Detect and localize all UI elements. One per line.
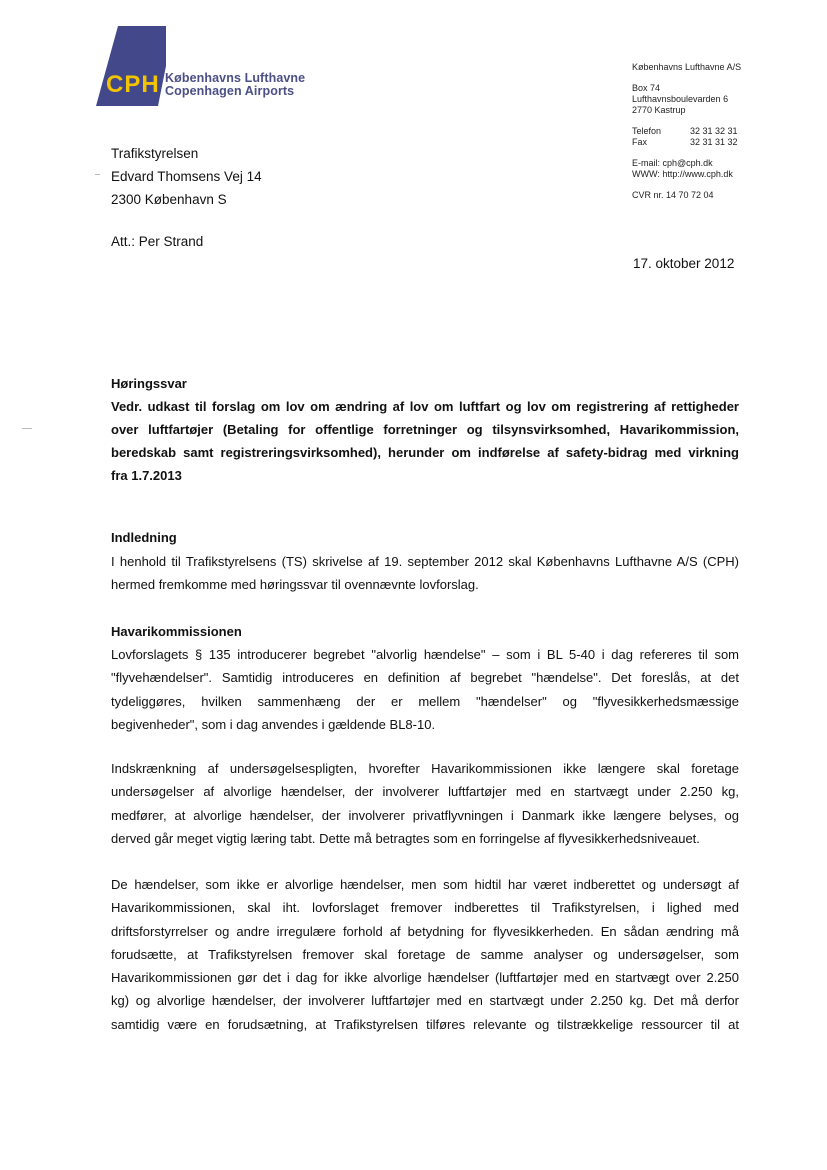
section-heading-intro: Indledning bbox=[111, 530, 177, 545]
sender-email: E-mail: cph@cph.dk bbox=[632, 158, 713, 168]
text-line: samtidig være en forudsætning, at Trafikstyrelsen tilføres relevante og tilstrækkelige ressourcer til at bbox=[111, 1016, 739, 1032]
subject-line: over luftfartøjer (Betaling for offentlige forretninger og tilsynsvirksomhed, Havarikommission, bbox=[111, 422, 739, 437]
sender-address-line: Box 74 bbox=[632, 83, 661, 93]
logo-name-english: Copenhagen Airports bbox=[165, 84, 295, 98]
margin-mark bbox=[95, 174, 100, 175]
text-line: Havarikommissionen, skal iht. lovforslaget fremover indberettes til Trafikstyrelsen, i lighed med bbox=[111, 900, 739, 916]
text-line: Indskrænkning af undersøgelsespligten, hvorefter Havarikommissionen ikke længere skal foretage bbox=[111, 761, 739, 776]
sender-block bbox=[632, 62, 812, 201]
subject-line: Vedr. udkast til forslag om lov om ændring af lov om luftfart og lov om registrering af rettigheder bbox=[111, 399, 739, 414]
text-line: Havarikommissionen gør det i dag for ikke alvorlige hændelser (luftfartøjer med en startvægt over 2.250 bbox=[111, 970, 739, 986]
recipient-line: Edvard Thomsens Vej 14 bbox=[111, 169, 262, 184]
sender-company: Københavns Lufthavne A/S bbox=[632, 62, 742, 72]
letter-date: 17. oktober 2012 bbox=[633, 256, 735, 271]
fax-value: 32 31 31 32 bbox=[690, 137, 738, 147]
sender-address-line: Lufthavnsboulevarden 6 bbox=[632, 94, 729, 104]
attention-line: Att.: Per Strand bbox=[111, 234, 204, 249]
sender-www: WWW: http://www.cph.dk bbox=[632, 169, 733, 179]
logo-name-danish: Københavns Lufthavne bbox=[165, 71, 306, 85]
sender-fax bbox=[632, 137, 812, 148]
subject-block bbox=[111, 372, 739, 487]
recipient-block bbox=[111, 142, 262, 211]
subject-line: beredskab samt registreringsvirksomhed), herunder om indførelse af safety-bidrag med virkning bbox=[111, 445, 739, 460]
text-line: De hændelser, som ikke er alvorlige hændelser, men som hidtil har været indberettet og undersøgt af bbox=[111, 877, 739, 892]
cph-logo bbox=[96, 26, 336, 106]
recipient-line: 2300 København S bbox=[111, 192, 227, 207]
phone-label: Telefon bbox=[632, 126, 662, 136]
text-line: medfører, at alvorlige hændelser, der involverer privatflyvningen i Danmark ikke længere belyses, og bbox=[111, 807, 739, 823]
text-line: driftsforstyrrelser og andre irregulære forhold af betydning for flyvesikkerheden. En sådan ændring må bbox=[111, 923, 739, 939]
text-line: Lovforslagets § 135 introducerer begrebet "alvorlig hændelse" – som i BL 5-40 i dag refereres til som bbox=[111, 647, 739, 662]
text-line: I henhold til Trafikstyrelsens (TS) skrivelse af 19. september 2012 skal Københavns Lufthavne A/S (CPH) bbox=[111, 554, 739, 569]
text-line: tydeliggøres, hvilken sammenhæng der er mellem "hændelser" og "flyvesikkerhedsmæssige bbox=[111, 693, 739, 709]
sender-cvr: CVR nr. 14 70 72 04 bbox=[632, 190, 714, 200]
phone-value: 32 31 32 31 bbox=[690, 126, 738, 136]
svg-text:CPH: CPH bbox=[106, 71, 160, 98]
text-line: undersøgelser af alvorlige hændelser, der involverer luftfartøjer med en startvægt under 2.250 kg, bbox=[111, 784, 739, 800]
text-line: hermed fremkomme med høringssvar til ovennævnte lovforslag. bbox=[111, 577, 479, 593]
section-heading-havari: Havarikommissionen bbox=[111, 624, 242, 639]
text-line: derved går meget vigtig læring tabt. Dette må betragtes som en forringelse af flyvesikkerhedsniveauet. bbox=[111, 830, 700, 846]
recipient-line: Trafikstyrelsen bbox=[111, 146, 199, 161]
cph-logo-mark-icon bbox=[96, 26, 166, 106]
havari-paragraph-1 bbox=[111, 643, 739, 736]
havari-paragraph-2 bbox=[111, 757, 739, 850]
havari-paragraph-3 bbox=[111, 873, 739, 1036]
text-line: kg) og alvorlige hændelser, der involverer luftfartøjer med en startvægt under 2.250 kg. Det må derfor bbox=[111, 993, 739, 1009]
subject-line: fra 1.7.2013 bbox=[111, 468, 182, 483]
text-line: "flyvehændelser". Samtidig introduceres en definition af begrebet "hændelse". Det foreslås, at det bbox=[111, 670, 739, 686]
subject-heading: Høringssvar bbox=[111, 376, 187, 391]
sender-address-line: 2770 Kastrup bbox=[632, 105, 686, 115]
text-line: forudsætte, at Trafikstyrelsen fremover skal foretage de samme analyser og undersøgelser, som bbox=[111, 946, 739, 962]
fax-label: Fax bbox=[632, 137, 648, 147]
sender-phone bbox=[632, 126, 812, 137]
intro-paragraph bbox=[111, 550, 739, 597]
margin-mark bbox=[22, 428, 32, 429]
text-line: begivenheder", som i dag anvendes i gældende BL8-10. bbox=[111, 716, 436, 732]
